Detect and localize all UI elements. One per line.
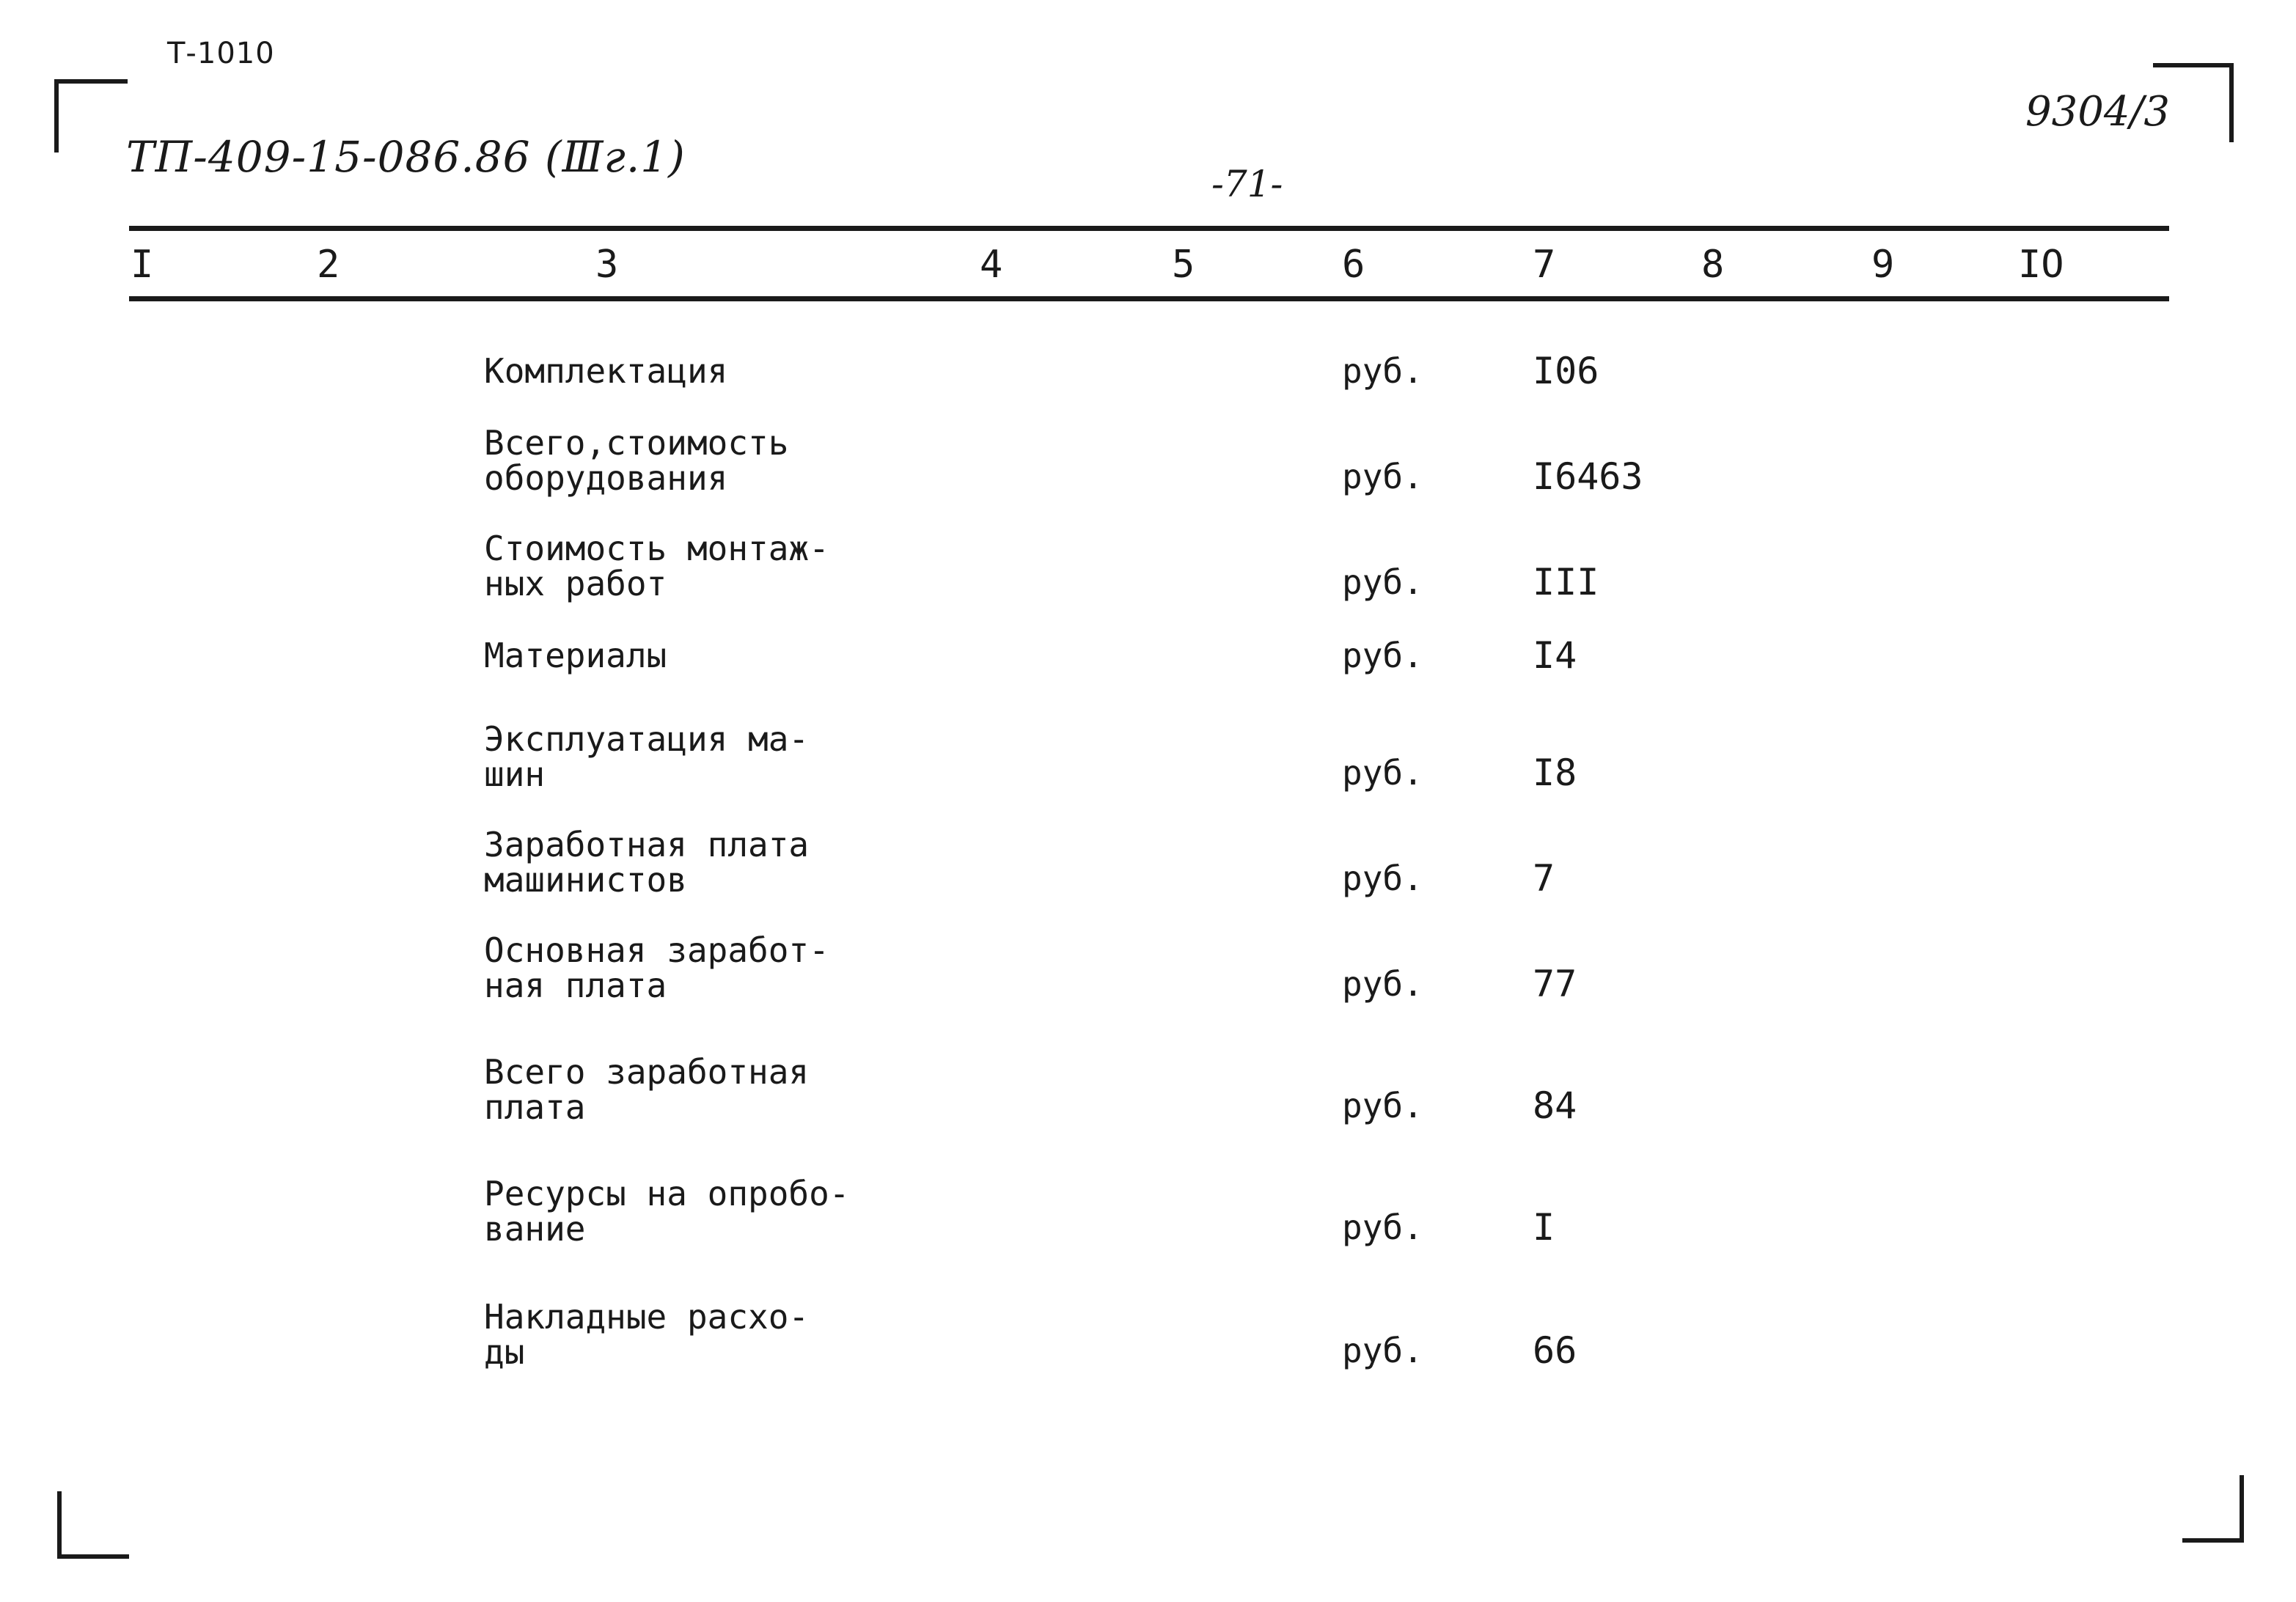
column-header-6: 6 (1342, 243, 1365, 287)
table-top-rule (129, 226, 2169, 231)
row-unit: руб. (1342, 1331, 1423, 1370)
sheet-number: 9304/3 (2025, 88, 2171, 136)
row-unit: руб. (1342, 753, 1423, 793)
column-header-7: 7 (1533, 243, 1556, 287)
row-name: Основная заработ- ная плата (484, 930, 829, 1005)
column-header-3: 3 (595, 243, 619, 287)
page-number: -71- (1211, 163, 1283, 205)
crop-mark-top-right-vertical (2229, 63, 2234, 142)
row-value: III (1533, 561, 1599, 603)
row-value: I4 (1533, 634, 1577, 677)
table-header-bottom-rule (129, 296, 2169, 301)
row-unit: руб. (1342, 1086, 1423, 1125)
row-value: 66 (1533, 1329, 1577, 1372)
row-value: I6463 (1533, 455, 1643, 498)
column-header-9: 9 (1871, 243, 1895, 287)
column-header-2: 2 (317, 243, 340, 287)
row-unit: руб. (1342, 636, 1423, 675)
document-number: ТП-409-15-086.86 (Ⅲг.1) (126, 132, 686, 182)
row-unit: руб. (1342, 457, 1423, 496)
row-unit: руб. (1342, 351, 1423, 391)
row-value: 77 (1533, 963, 1577, 1005)
column-header-10: IO (2018, 243, 2064, 287)
crop-mark-bottom-right-horizontal (2182, 1538, 2244, 1543)
row-value: 7 (1533, 857, 1555, 900)
row-name: Ресурсы на опробо- вание (484, 1174, 850, 1249)
crop-mark-top-left-vertical (54, 79, 59, 153)
column-header-8: 8 (1701, 243, 1725, 287)
row-name: Эксплуатация ма- шин (484, 719, 810, 794)
top-code: Т-1010 (167, 37, 275, 70)
column-header-1: I (131, 243, 154, 287)
row-name: Накладные расхо- ды (484, 1297, 810, 1372)
crop-mark-bottom-left-vertical (57, 1491, 62, 1559)
crop-mark-top-left-horizontal (54, 79, 128, 84)
row-unit: руб. (1342, 1208, 1423, 1247)
row-name: Заработная плата машинистов (484, 825, 810, 900)
column-header-4: 4 (980, 243, 1003, 287)
row-unit: руб. (1342, 859, 1423, 898)
crop-mark-top-right-horizontal (2153, 63, 2234, 67)
row-name: Материалы (484, 636, 667, 675)
row-value: I (1533, 1206, 1555, 1249)
row-name: Всего заработная плата (484, 1052, 810, 1127)
row-name: Стоимость монтаж- ных работ (484, 529, 829, 603)
column-header-5: 5 (1172, 243, 1195, 287)
row-unit: руб. (1342, 562, 1423, 602)
row-name: Комплектация (484, 351, 728, 391)
row-value: I8 (1533, 752, 1577, 794)
row-value: 84 (1533, 1084, 1577, 1127)
crop-mark-bottom-left-horizontal (57, 1554, 129, 1559)
row-unit: руб. (1342, 964, 1423, 1004)
crop-mark-bottom-right-vertical (2240, 1475, 2244, 1543)
row-value: I06 (1533, 350, 1599, 392)
row-name: Всего,стоимость оборудования (484, 423, 789, 498)
